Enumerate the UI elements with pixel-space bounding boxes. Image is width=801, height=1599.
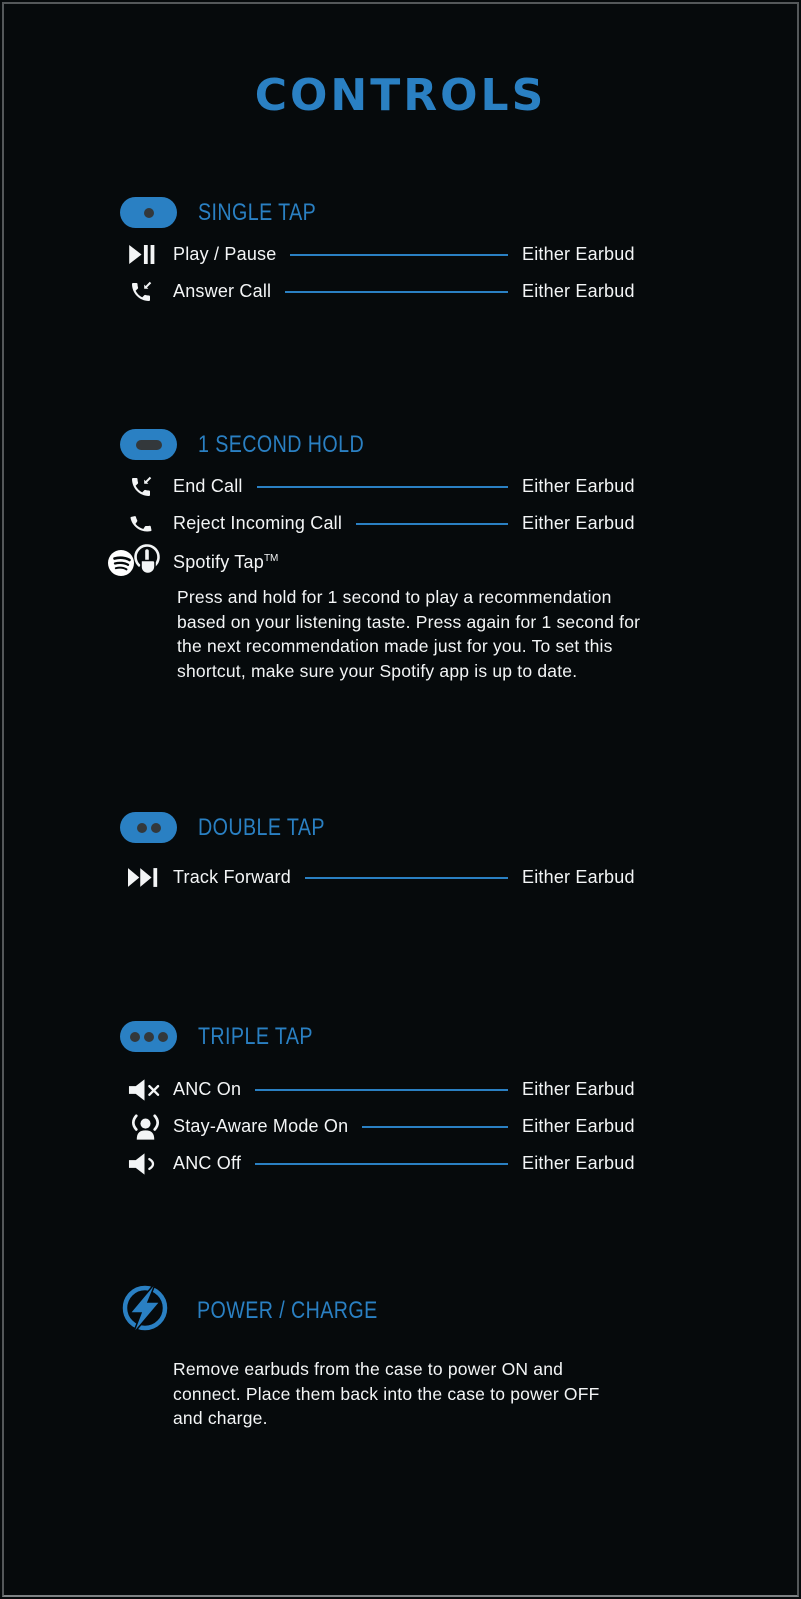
control-row	[128, 1071, 680, 1108]
section-heading: DOUBLE TAP	[198, 813, 325, 841]
section-triple-tap	[0, 1021, 801, 1182]
section-header	[0, 812, 801, 843]
control-label: Spotify Tap™	[173, 551, 279, 572]
anc-on-icon	[128, 1078, 173, 1102]
double-tap-pill-icon	[120, 812, 177, 843]
control-row	[128, 505, 680, 542]
section-heading: TRIPLE TAP	[198, 1022, 313, 1050]
target-label: Either Earbud	[522, 1153, 635, 1173]
control-row	[128, 273, 680, 310]
connector-line	[305, 877, 508, 879]
tap-dot	[158, 1032, 168, 1042]
control-row	[128, 236, 680, 273]
connector-line	[362, 1126, 508, 1128]
connector-line	[356, 523, 508, 525]
control-row	[128, 859, 680, 896]
target-label: Either Earbud	[522, 867, 635, 887]
tap-dot	[137, 823, 147, 833]
connector-line	[285, 291, 508, 293]
hold-pill-icon	[120, 429, 177, 460]
control-row	[128, 542, 680, 582]
hold-dash	[136, 440, 162, 450]
control-label: Play / Pause	[173, 244, 277, 264]
section-header	[0, 1021, 801, 1052]
end-call-icon	[128, 475, 173, 499]
section-heading: POWER / CHARGE	[197, 1296, 378, 1324]
control-label: ANC Off	[173, 1153, 242, 1173]
control-label: Stay-Aware Mode On	[173, 1116, 349, 1136]
target-label: Either Earbud	[522, 1116, 635, 1136]
section-heading: 1 SECOND HOLD	[198, 430, 365, 458]
control-label: Answer Call	[173, 281, 272, 301]
stay-aware-icon	[128, 1114, 173, 1140]
control-label: Track Forward	[173, 867, 291, 887]
single-tap-pill-icon	[120, 197, 177, 228]
section-power-charge	[0, 1281, 801, 1431]
tap-dot	[130, 1032, 140, 1042]
answer-call-icon	[128, 280, 173, 304]
play-pause-icon	[128, 245, 173, 264]
power-charge-description: Remove earbuds from the case to power ON and connect. Place them back into the case to power OFF and charge.	[173, 1359, 600, 1428]
tap-dot	[144, 1032, 154, 1042]
connector-line	[255, 1089, 508, 1091]
section-header	[0, 1281, 801, 1340]
target-label: Either Earbud	[522, 281, 635, 301]
trademark-superscript: TM	[263, 552, 279, 564]
tap-dot	[144, 208, 154, 218]
target-label: Either Earbud	[522, 244, 635, 264]
connector-line	[255, 1163, 508, 1165]
connector-line	[257, 486, 508, 488]
section-header	[0, 429, 801, 460]
control-label: Reject Incoming Call	[173, 513, 343, 533]
triple-tap-pill-icon	[120, 1021, 177, 1052]
target-label: Either Earbud	[522, 1079, 635, 1099]
section-one-second-hold	[0, 429, 801, 683]
section-double-tap	[0, 812, 801, 896]
spotify-tap-icon	[107, 542, 173, 582]
section-header	[0, 197, 801, 228]
section-single-tap	[0, 197, 801, 310]
track-forward-icon	[128, 868, 173, 887]
power-bolt-icon	[118, 1281, 172, 1340]
target-label: Either Earbud	[522, 476, 635, 496]
section-heading: SINGLE TAP	[198, 198, 317, 226]
control-row	[128, 1108, 680, 1145]
target-label: Either Earbud	[522, 513, 635, 533]
connector-line	[290, 254, 508, 256]
control-label: ANC On	[173, 1079, 242, 1099]
tap-dot	[151, 823, 161, 833]
reject-call-icon	[128, 512, 173, 536]
control-row	[128, 1145, 680, 1182]
control-label: End Call	[173, 476, 243, 496]
spotify-tap-description: Press and hold for 1 second to play a recommendation based on your listening taste. Press again for 1 second for the next recommendation made just for you. To set this shortcut, make sure your Spotify app is up to date.	[177, 587, 641, 681]
control-row	[128, 468, 680, 505]
page-title: CONTROLS	[254, 70, 547, 121]
anc-off-icon	[128, 1152, 173, 1176]
